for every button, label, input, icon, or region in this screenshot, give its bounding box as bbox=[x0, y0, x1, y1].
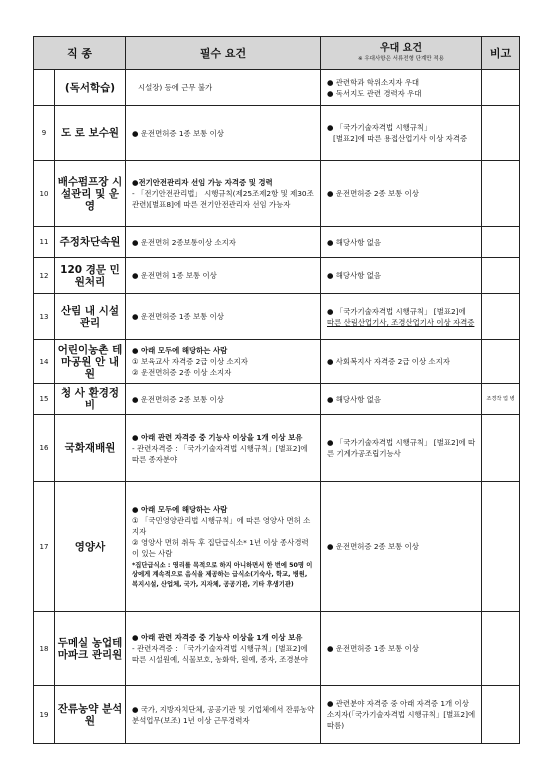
preferred-header-label: 우대 요건 bbox=[379, 43, 423, 54]
table-row bbox=[34, 161, 520, 227]
requirements-table bbox=[33, 36, 520, 744]
preferred-cell bbox=[321, 384, 482, 415]
row-number: 11 bbox=[34, 227, 55, 258]
row-number: 14 bbox=[34, 340, 55, 384]
req-line: ● 아래 모두에 해당하는 사람 bbox=[132, 346, 228, 355]
row-number: 16 bbox=[34, 415, 55, 482]
required-cell bbox=[126, 258, 321, 294]
pref-line: ● 관련학과 학위소지자 우대 bbox=[327, 77, 420, 87]
req-line: ● 운전면허 2종보통이상 소지자 bbox=[132, 237, 236, 247]
pref-line: ● 운전면허증 2종 보통 이상 bbox=[327, 542, 419, 551]
row-number: 17 bbox=[34, 482, 55, 612]
row-number: 19 bbox=[34, 686, 55, 744]
required-cell bbox=[126, 106, 321, 161]
requirements-table-container bbox=[33, 36, 519, 744]
job-name: 두메실 농업테마파크 관리원 bbox=[55, 612, 126, 686]
required-cell bbox=[126, 70, 321, 106]
pref-line: ● 운전면허증 2종 보통 이상 bbox=[327, 189, 419, 198]
table-row bbox=[34, 482, 520, 612]
row-number: 15 bbox=[34, 384, 55, 415]
req-line: - 관련자격증 : 「국가기술자격법 시행규칙」[별표2]에 따른 시설원예, 식물보호, 농화학, 원예, 종자, 조경분야 bbox=[132, 644, 308, 664]
pref-line: ● 해당사항 없음 bbox=[327, 271, 381, 280]
remark-cell bbox=[482, 70, 520, 106]
job-name: (독서학습) bbox=[55, 70, 126, 106]
table-row bbox=[34, 384, 520, 415]
pref-line: ● 해당사항 없음 bbox=[327, 394, 381, 404]
req-line: ● 운전면허증 2종 보통 이상 bbox=[132, 394, 224, 404]
remark-cell: 조경작 업 병 bbox=[482, 384, 520, 415]
table-row bbox=[34, 106, 520, 161]
remark-cell bbox=[482, 686, 520, 744]
preferred-cell bbox=[321, 227, 482, 258]
req-line: - 관련자격증 : 「국가기술자격법 시행규칙」[별표2]에 따른 종자분야 bbox=[132, 443, 308, 464]
job-name: 영양사 bbox=[55, 482, 126, 612]
req-line: ① 「국민영양관리법 시행규칙」에 따른 영양사 면허 소지자 bbox=[132, 515, 311, 536]
preferred-cell bbox=[321, 340, 482, 384]
req-line: ① 보육교사 자격증 2급 이상 소지자 bbox=[132, 357, 248, 366]
preferred-header bbox=[321, 37, 482, 70]
req-line: ● 아래 관련 자격증 중 기능사 이상을 1개 이상 보유 bbox=[132, 633, 303, 642]
preferred-cell bbox=[321, 258, 482, 294]
job-name: 주정차단속원 bbox=[55, 227, 126, 258]
preferred-cell bbox=[321, 294, 482, 340]
job-name: 도 로 보수원 bbox=[55, 106, 126, 161]
preferred-cell bbox=[321, 106, 482, 161]
preferred-cell bbox=[321, 612, 482, 686]
row-number: 18 bbox=[34, 612, 55, 686]
required-cell bbox=[126, 161, 321, 227]
table-row bbox=[34, 227, 520, 258]
remark-cell bbox=[482, 106, 520, 161]
req-line: ② 운전면허증 2종 이상 소지자 bbox=[132, 368, 232, 377]
preferred-cell bbox=[321, 70, 482, 106]
preferred-header-note: ※ 우대사항은 서류전형 단계만 적용 bbox=[358, 56, 444, 62]
remarks-header: 비고 bbox=[482, 37, 520, 70]
table-row bbox=[34, 70, 520, 106]
job-name: 국화재배원 bbox=[55, 415, 126, 482]
remark-cell bbox=[482, 415, 520, 482]
required-cell bbox=[126, 415, 321, 482]
remark-cell bbox=[482, 227, 520, 258]
required-cell bbox=[126, 612, 321, 686]
required-cell bbox=[126, 482, 321, 612]
remark-cell bbox=[482, 258, 520, 294]
preferred-cell bbox=[321, 482, 482, 612]
table-row bbox=[34, 294, 520, 340]
required-cell bbox=[126, 686, 321, 744]
row-number: 10 bbox=[34, 161, 55, 227]
job-type-header: 직 종 bbox=[34, 37, 126, 70]
remark-cell bbox=[482, 482, 520, 612]
row-number bbox=[34, 70, 55, 106]
remark-cell bbox=[482, 161, 520, 227]
req-line: - 「전기안전관리법」 시행규칙(제25조제2항 및 제30조 관련)[별표8]에 따른 전기안전관리자 선임 가능자 bbox=[132, 189, 314, 209]
table-row bbox=[34, 686, 520, 744]
required-cell bbox=[126, 294, 321, 340]
job-name: 어린이농촌 테마공원 안 내 원 bbox=[55, 340, 126, 384]
req-line: ● 아래 모두에 해당하는 사람 bbox=[132, 504, 228, 514]
table-row bbox=[34, 340, 520, 384]
row-number: 9 bbox=[34, 106, 55, 161]
row-number: 12 bbox=[34, 258, 55, 294]
job-name: 배수펌프장 시설관리 및 운영 bbox=[55, 161, 126, 227]
pref-line: ● 관련분야 자격증 중 아래 자격증 1개 이상 소지자(「국가기술자격법 시행규칙」[별표2]에 따름) bbox=[327, 699, 476, 730]
pref-line: ● 해당사항 없음 bbox=[327, 237, 381, 247]
pref-line: ● 「국가기술자격법 시행규칙」 [별표2]에 bbox=[327, 306, 466, 316]
req-line: ● 운전면허증 1종 보통 이상 bbox=[132, 128, 224, 138]
row-number: 13 bbox=[34, 294, 55, 340]
job-name: 잔류농약 분석원 bbox=[55, 686, 126, 744]
pref-line: [별표2]에 따른 용접산업기사 이상 자격증 bbox=[333, 134, 468, 143]
table-header-row bbox=[34, 37, 520, 70]
req-line: 시설장) 등에 근무 불가 bbox=[138, 83, 213, 92]
required-cell bbox=[126, 340, 321, 384]
pref-line: ● 사회복지사 자격증 2급 이상 소지자 bbox=[327, 357, 450, 366]
req-line: ● 국가, 지방자치단체, 공공기관 및 기업체에서 잔류농약 분석업무(보조) 1년 이상 근무경력자 bbox=[132, 704, 315, 725]
preferred-cell bbox=[321, 686, 482, 744]
table-row bbox=[34, 258, 520, 294]
pref-line: 따른 산림산업기사, 조경산업기사 이상 자격증 bbox=[327, 317, 475, 327]
pref-line: ● 운전면허증 1종 보통 이상 bbox=[327, 644, 419, 653]
job-name: 산림 내 시설관리 bbox=[55, 294, 126, 340]
pref-line: ● 「국가기술자격법 시행규칙」 [별표2]에 따른 기계가공조립기능사 bbox=[327, 438, 476, 458]
preferred-cell bbox=[321, 161, 482, 227]
remark-cell bbox=[482, 340, 520, 384]
required-cell bbox=[126, 384, 321, 415]
remark-cell bbox=[482, 294, 520, 340]
pref-line: ● 「국가기술자격법 시행규칙」 bbox=[327, 123, 432, 132]
job-name: 청 사 환경정비 bbox=[55, 384, 126, 415]
req-line: ● 운전면허 1종 보통 이상 bbox=[132, 271, 217, 280]
required-cell bbox=[126, 227, 321, 258]
pref-line: ● 독서지도 관련 경력자 우대 bbox=[327, 88, 422, 98]
req-line: ● 아래 관련 자격증 중 기능사 이상을 1개 이상 보유 bbox=[132, 432, 303, 442]
req-line: ●전기안전관리자 선임 가능 자격증 및 경력 bbox=[132, 178, 273, 187]
req-line: ● 운전면허증 1종 보통 이상 bbox=[132, 312, 224, 321]
footnote: *집단급식소 : 영리를 목적으로 하지 아니하면서 한 번에 50명 이상에게 계속적으로 음식을 제공하는 급식소(기숙사, 학교, 병원, 복지시설, 산업체, 국가, 지자체, 공공기관, 기타 후생기관) bbox=[132, 561, 313, 588]
table-row bbox=[34, 612, 520, 686]
job-name: 120 경문 민원처리 bbox=[55, 258, 126, 294]
remark-cell bbox=[482, 612, 520, 686]
required-header: 필수 요건 bbox=[126, 37, 321, 70]
preferred-cell bbox=[321, 415, 482, 482]
req-line: ② 영양사 면허 취득 후 집단급식소* 1년 이상 종사경력이 있는 사람 bbox=[132, 537, 309, 558]
table-row bbox=[34, 415, 520, 482]
